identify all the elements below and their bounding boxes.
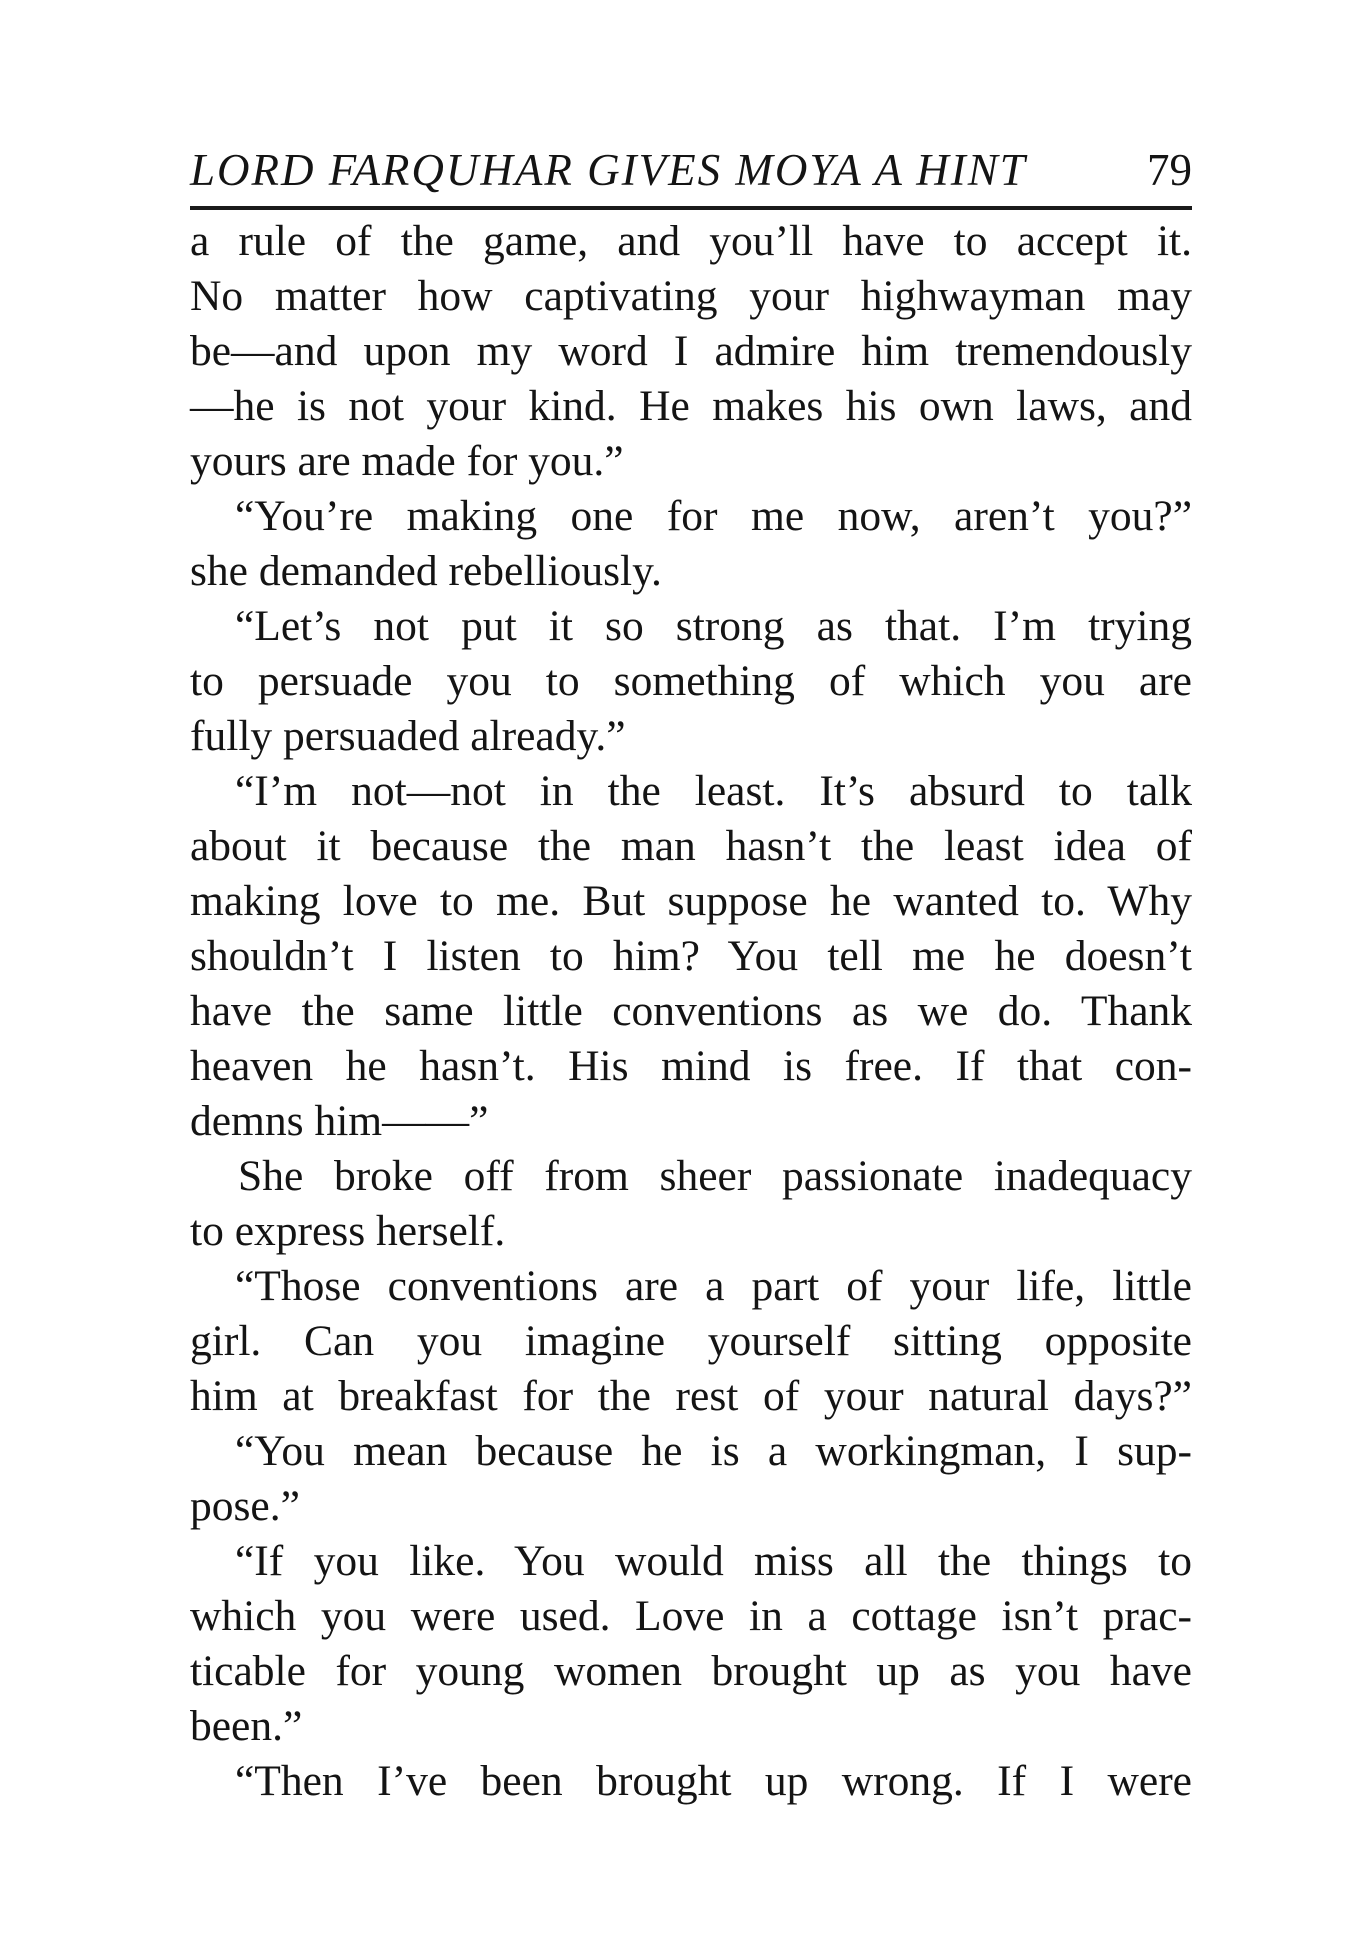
page-header bbox=[190, 136, 1192, 210]
text-line: ticable for young women brought up as you have bbox=[190, 1647, 1192, 1695]
text-line: yours are made for you.” bbox=[190, 437, 624, 485]
text-line: a rule of the game, and you’ll have to accept it. bbox=[190, 217, 1192, 265]
text-line: to persuade you to something of which you are bbox=[190, 657, 1192, 705]
text-line: —he is not your kind. He makes his own laws, and bbox=[190, 382, 1192, 430]
text-line: which you were used. Love in a cottage isn’t prac- bbox=[190, 1592, 1192, 1640]
text-line: “You’re making one for me now, aren’t you?” bbox=[235, 492, 1192, 540]
text-line: “Those conventions are a part of your life, little bbox=[235, 1262, 1192, 1310]
text-line: “You mean because he is a workingman, I sup- bbox=[235, 1427, 1192, 1475]
text-line: be—and upon my word I admire him tremendously bbox=[190, 327, 1192, 375]
text-line: she demanded rebelliously. bbox=[190, 547, 662, 595]
running-head: LORD FARQUHAR GIVES MOYA A HINT bbox=[190, 145, 1027, 195]
text-line: “I’m not—not in the least. It’s absurd to talk bbox=[235, 767, 1192, 815]
text-line: “Let’s not put it so strong as that. I’m trying bbox=[235, 602, 1192, 650]
body-text bbox=[190, 214, 1192, 1809]
page-number: 79 bbox=[1147, 145, 1192, 195]
text-line: She broke off from sheer passionate inadequacy bbox=[238, 1152, 1192, 1200]
text-line: shouldn’t I listen to him? You tell me he doesn’t bbox=[190, 932, 1192, 980]
text-line: been.” bbox=[190, 1702, 303, 1750]
text-line: heaven he hasn’t. His mind is free. If that con- bbox=[190, 1042, 1192, 1090]
text-line: “If you like. You would miss all the things to bbox=[235, 1537, 1192, 1585]
text-line: “Then I’ve been brought up wrong. If I were bbox=[235, 1757, 1192, 1805]
text-line: to express herself. bbox=[190, 1207, 506, 1255]
text-line: fully persuaded already.” bbox=[190, 712, 626, 760]
text-line: pose.” bbox=[190, 1482, 300, 1530]
text-line: have the same little conventions as we do. Thank bbox=[190, 987, 1192, 1035]
text-line: about it because the man hasn’t the least idea of bbox=[190, 822, 1192, 870]
text-line: making love to me. But suppose he wanted to. Why bbox=[190, 877, 1192, 925]
text-line: demns him——” bbox=[190, 1097, 489, 1145]
text-line: No matter how captivating your highwayman may bbox=[190, 272, 1192, 320]
text-line: him at breakfast for the rest of your natural days?” bbox=[190, 1372, 1192, 1420]
text-line: girl. Can you imagine yourself sitting opposite bbox=[190, 1317, 1192, 1365]
